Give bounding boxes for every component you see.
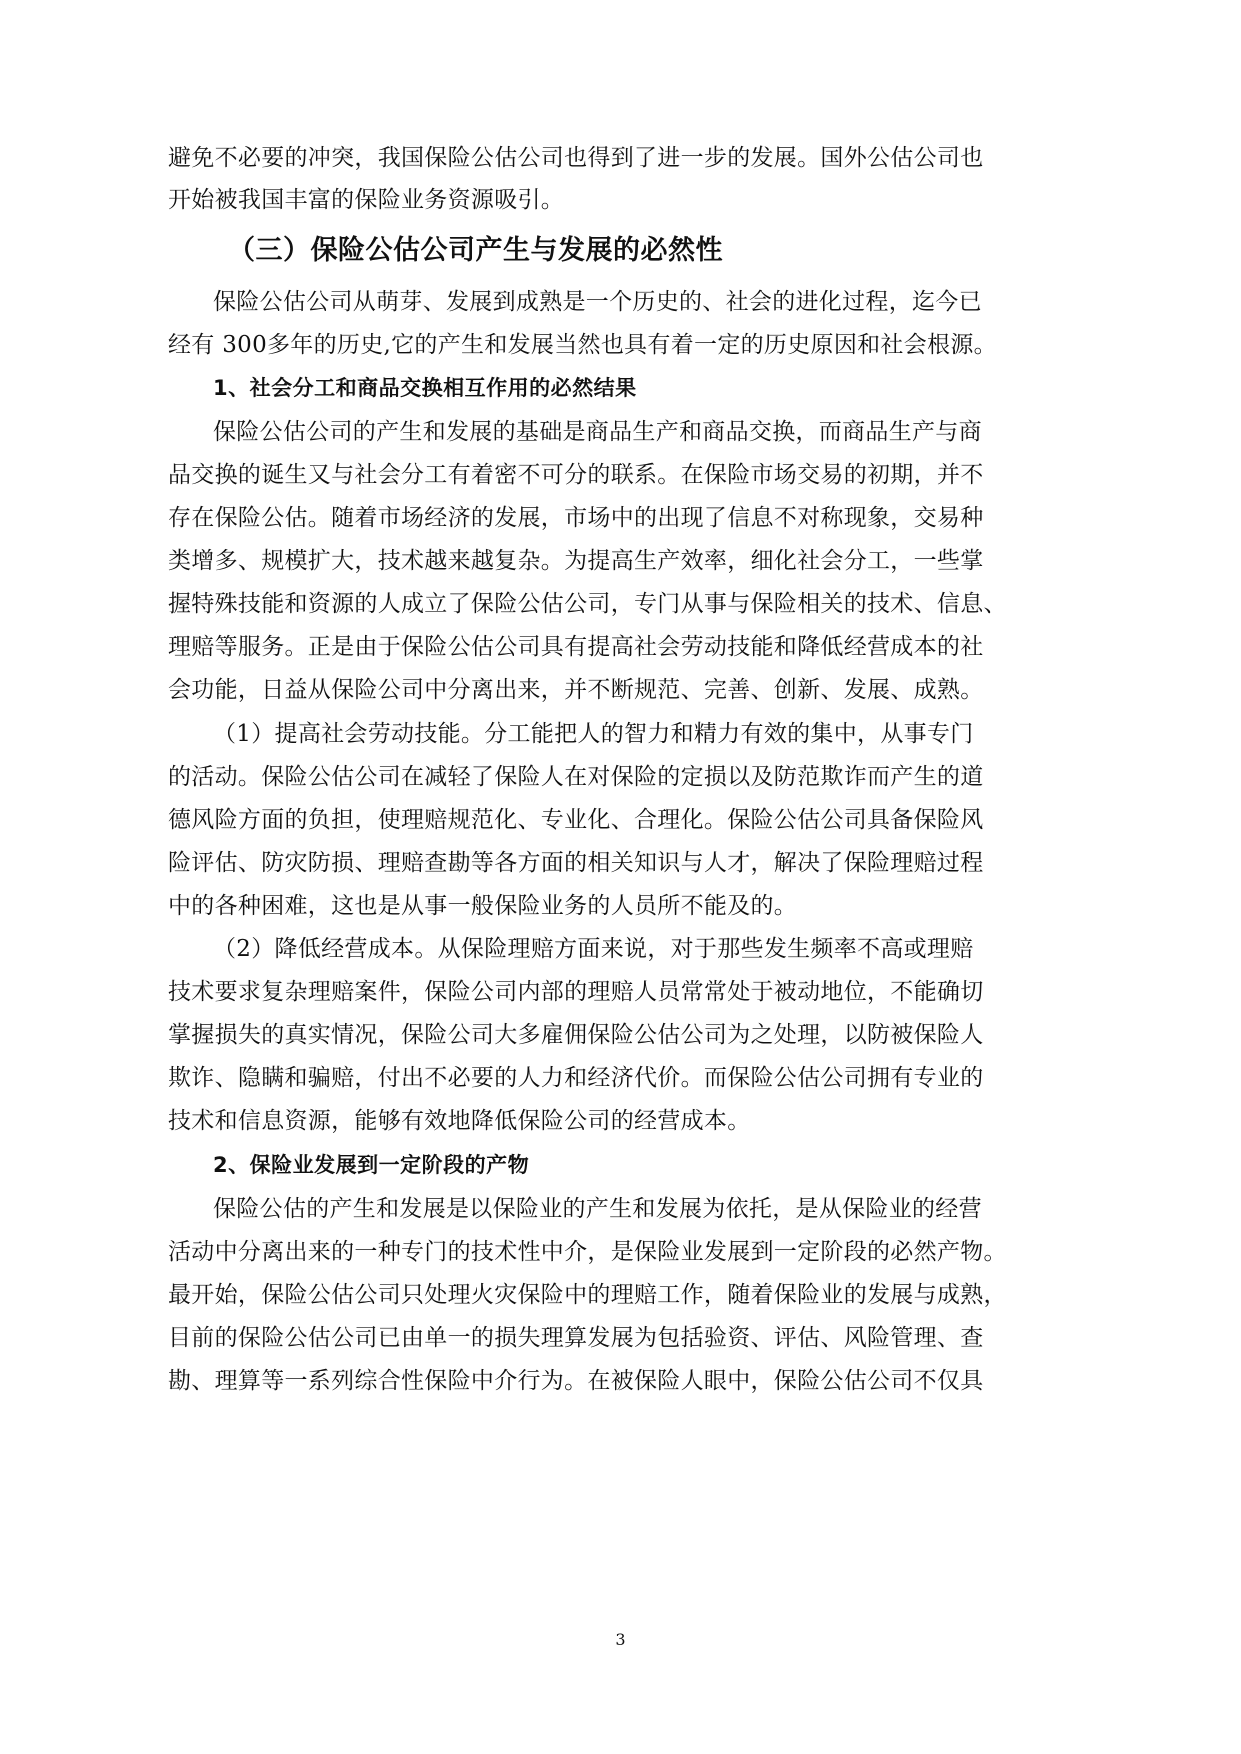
text-line: 握特殊技能和资源的人成立了保险公估公司，专门从事与保险相关的技术、信息、 xyxy=(168,591,1007,617)
text-line: 保险公估公司从萌芽、发展到成熟是一个历史的、社会的进化过程，迄今已 xyxy=(213,289,982,315)
text-line: 最开始，保险公估公司只处理火灾保险中的理赔工作，随着保险业的发展与成熟， xyxy=(168,1282,1007,1308)
text-line: 欺诈、隐瞒和骗赔，付出不必要的人力和经济代价。而保险公估公司拥有专业的 xyxy=(168,1065,984,1091)
text-line: 品交换的诞生又与社会分工有着密不可分的联系。在保险市场交易的初期，并不 xyxy=(168,462,984,488)
page-number: 3 xyxy=(615,1630,626,1649)
text-line: 存在保险公估。随着市场经济的发展，市场中的出现了信息不对称现象，交易种 xyxy=(168,505,984,531)
text-line: 类增多、规模扩大，技术越来越复杂。为提高生产效率，细化社会分工，一些掌 xyxy=(168,548,984,574)
text-line: 会功能，日益从保险公司中分离出来，并不断规范、完善、创新、发展、成熟。 xyxy=(168,677,984,703)
text-line: （2）降低经营成本。从保险理赔方面来说，对于那些发生频率不高或理赔 xyxy=(213,936,974,962)
text-line: （1）提高社会劳动技能。分工能把人的智力和精力有效的集中，从事专门 xyxy=(213,721,974,747)
text-line: 中的各种困难，这也是从事一般保险业务的人员所不能及的。 xyxy=(168,893,798,919)
subheading: 2、保险业发展到一定阶段的产物 xyxy=(213,1153,530,1177)
section-heading: （三）保险公估公司产生与发展的必然性 xyxy=(228,235,723,266)
text-line: 避免不必要的冲突，我国保险公估公司也得到了进一步的发展。国外公估公司也 xyxy=(168,145,984,171)
text-line: 的活动。保险公估公司在减轻了保险人在对保险的定损以及防范欺诈而产生的道 xyxy=(168,764,984,790)
text-line: 经有 300多年的历史,它的产生和发展当然也具有着一定的历史原因和社会根源。 xyxy=(168,332,997,358)
text-line: 勘、理算等一系列综合性保险中介行为。在被保险人眼中，保险公估公司不仅具 xyxy=(168,1368,984,1394)
text-line: 技术要求复杂理赔案件，保险公司内部的理赔人员常常处于被动地位，不能确切 xyxy=(168,979,984,1005)
text-line: 德风险方面的负担，使理赔规范化、专业化、合理化。保险公估公司具备保险风 xyxy=(168,807,984,833)
text-line: 保险公估的产生和发展是以保险业的产生和发展为依托，是从保险业的经营 xyxy=(213,1196,982,1222)
text-line: 掌握损失的真实情况，保险公司大多雇佣保险公估公司为之处理，以防被保险人 xyxy=(168,1022,984,1048)
text-line: 开始被我国丰富的保险业务资源吸引。 xyxy=(168,187,565,213)
text-line: 险评估、防灾防损、理赔查勘等各方面的相关知识与人才，解决了保险理赔过程 xyxy=(168,850,984,876)
text-line: 活动中分离出来的一种专门的技术性中介，是保险业发展到一定阶段的必然产物。 xyxy=(168,1239,1007,1265)
text-line: 保险公估公司的产生和发展的基础是商品生产和商品交换，而商品生产与商 xyxy=(213,419,982,445)
text-line: 目前的保险公估公司已由单一的损失理算发展为包括验资、评估、风险管理、查 xyxy=(168,1325,984,1351)
text-line: 技术和信息资源，能够有效地降低保险公司的经营成本。 xyxy=(168,1108,751,1134)
subheading: 1、社会分工和商品交换相互作用的必然结果 xyxy=(213,376,637,400)
text-line: 理赔等服务。正是由于保险公估公司具有提高社会劳动技能和降低经营成本的社 xyxy=(168,634,984,660)
